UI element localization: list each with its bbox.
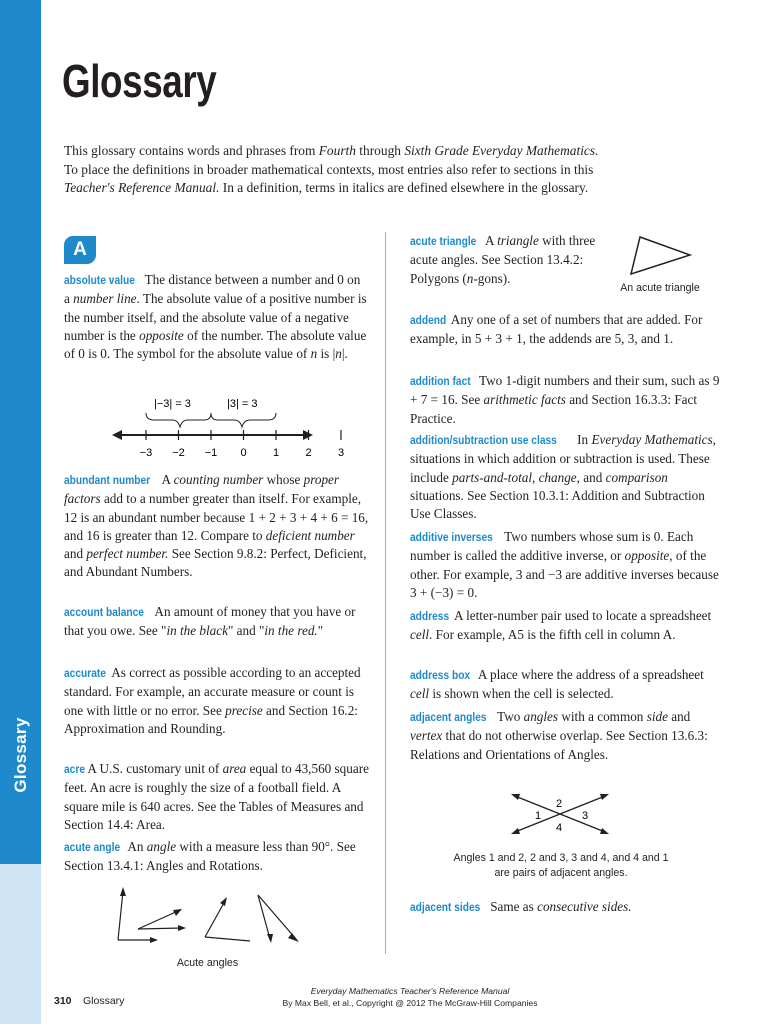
number-line-tick-label: 0 (240, 447, 247, 459)
page-title: Glossary (62, 55, 217, 107)
entry-acre: acre A U.S. customary unit of area equal to 43,560 square feet. An acre is roughly the size of a football field. A square mile is 640 acres. See the Tables of Measures and Section 14.4: Area. (64, 761, 369, 832)
entry-addition-subtraction-use-class: addition/subtraction use class In Everyday Mathematics, situations in which addition or subtraction is used. These include parts-and-total, change, and comparison situations. See Section 10.3.1: Addition and Subtraction Use Classes. (410, 432, 716, 522)
term-adjacent-angles: adjacent angles (410, 711, 487, 724)
entry-address-box: address box A place where the address of a spreadsheet cell is shown when the cell is selected. (410, 667, 704, 702)
term-acute-triangle: acute triangle (410, 235, 477, 248)
acute-triangle-caption: An acute triangle (620, 282, 700, 294)
number-line-tick-label: −2 (172, 447, 185, 459)
abs-label-right: |3| = 3 (227, 398, 258, 410)
number-line-tick-label: −3 (139, 447, 153, 459)
footer-credit: Everyday Mathematics Teacher's Reference Manual By Max Bell, et al., Copyright @ 2012 The McGraw-Hill Companies (282, 986, 538, 1008)
term-addition-subtraction-use-class: addition/subtraction use class (410, 434, 557, 447)
side-tab (6, 700, 36, 810)
acute-triangle-figure (620, 232, 700, 277)
angle-label-1: 1 (535, 810, 542, 822)
term-addition-fact: addition fact (410, 375, 471, 388)
section-letter-badge: A (64, 236, 96, 264)
term-acute-angle: acute angle (64, 841, 121, 854)
entry-acute-triangle: acute triangle A triangle with three acute angles. See Section 13.4.2: Polygons (n-gons). (410, 233, 596, 286)
adjacent-angles-figure (505, 788, 615, 840)
number-line-tick-label: 1 (272, 447, 280, 459)
term-account-balance: account balance (64, 606, 144, 619)
angle-label-2: 2 (556, 798, 563, 810)
number-line-tick-label: 3 (337, 447, 345, 459)
entry-address: address A letter-number pair used to locate a spreadsheet cell. For example, A5 is the fifth cell in column A. (410, 608, 712, 643)
number-line-tick-label: −1 (204, 447, 218, 459)
term-abundant-number: abundant number (64, 474, 151, 487)
angle-label-4: 4 (556, 822, 563, 834)
term-address: address (410, 610, 450, 623)
term-accurate: accurate (64, 667, 106, 680)
term-absolute-value: absolute value (64, 274, 135, 287)
side-tab-label: Glossary (11, 717, 30, 793)
entry-absolute-value: absolute value The distance between a number and 0 on a number line. The absolute value of a positive number is the number itself, and the absolute value of a negative number is the opposite of the number. The absolute value of 0 is 0. The symbol for the absolute value of n is |n|. (64, 272, 367, 362)
intro-paragraph: This glossary contains words and phrases from Fourth through Sixth Grade Everyday Mathematics. To place the definitions in broader mathematical contexts, most entries also refer to sections in this Teacher's Reference Manual. In a definition, terms in italics are defined elsewhere in the glossary. (64, 143, 599, 196)
entry-abundant-number: abundant number A counting number whose proper factors add to a number greater than itself. For example, 12 is an abundant number because 1 + 2 + 3 + 4 + 6 = 16, and 16 is greater than 12. Compare to deficient number and perfect number. See Section 9.8.2: Perfect, Deficient, and Abundant Numbers. (64, 472, 369, 580)
number-line-figure (110, 390, 345, 462)
page-number: 310 (54, 995, 72, 1007)
entry-account-balance: account balance An amount of money that you have or that you owe. See "in the black" and "in the red." (64, 604, 356, 639)
number-line-tick-label: 2 (305, 447, 312, 459)
footer-section-label: Glossary (83, 995, 125, 1007)
acute-angles-caption: Acute angles (176, 957, 239, 969)
entry-accurate: accurate As correct as possible according to an accepted standard. For example, an accurate measure or count is one with little or no error. See precise and Section 16.2: Approximation and Rounding. (64, 665, 361, 736)
term-address-box: address box (410, 669, 471, 682)
term-additive-inverses: additive inverses (410, 531, 493, 544)
entry-adjacent-sides: adjacent sides Same as consecutive sides. (410, 898, 720, 917)
entry-acute-angle: acute angle An angle with a measure less than 90°. See Section 13.4.1: Angles and Rotations. (64, 839, 356, 874)
column-divider (385, 232, 386, 954)
term-addend: addend (410, 314, 447, 327)
entry-addend: addend Any one of a set of numbers that are added. For example, in 5 + 3 + 1, the addends are 5, 3, and 1. (410, 312, 703, 347)
acute-angles-figure (110, 883, 310, 948)
abs-label-left: |−3| = 3 (154, 398, 191, 410)
adjacent-angles-caption: Angles 1 and 2, 2 and 3, 3 and 4, and 4 and 1 are pairs of adjacent angles. (453, 852, 669, 879)
entry-additive-inverses: additive inverses Two numbers whose sum is 0. Each number is called the additive inverse, or opposite, of the other. For example, 3 and −3 are additive inverses because 3 + (−3) = 0. (410, 529, 719, 600)
entry-adjacent-angles: adjacent angles Two angles with a common side and vertex that do not otherwise overlap. See Section 13.6.3: Relations and Orientations of Angles. (410, 709, 708, 762)
sidebar-band-light (0, 864, 41, 1024)
angle-label-3: 3 (582, 810, 589, 822)
term-adjacent-sides: adjacent sides (410, 901, 481, 914)
entry-addition-fact: addition fact Two 1-digit numbers and their sum, such as 9 + 7 = 16. See arithmetic facts and Section 16.3.3: Fact Practice. (410, 373, 720, 426)
term-acre: acre (64, 763, 85, 776)
